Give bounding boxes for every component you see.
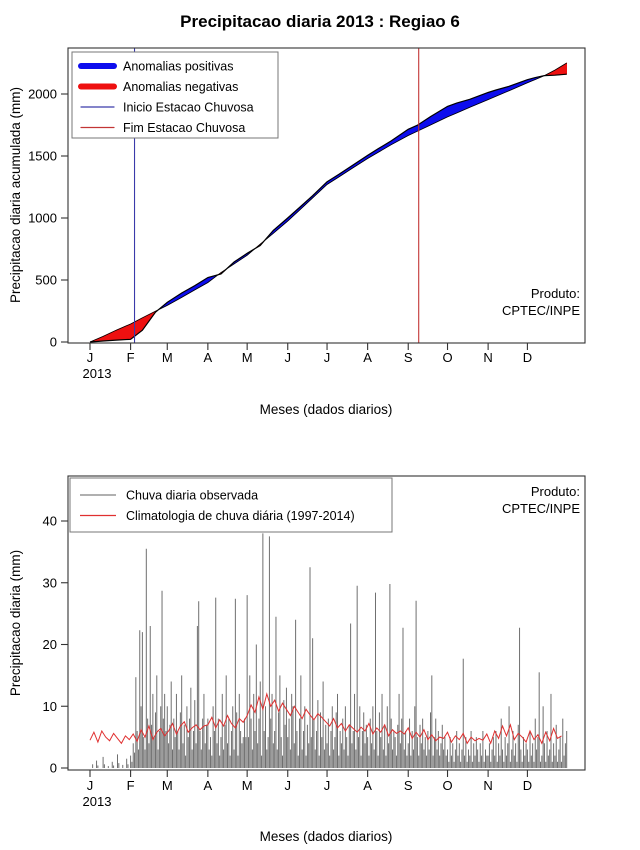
month-tick-label: A (203, 778, 213, 793)
y-tick-label: 500 (35, 272, 57, 288)
legend-label: Inicio Estacao Chuvosa (123, 100, 254, 115)
top-produto-annotation (502, 286, 580, 318)
produto-label: CPTEC/INPE (501, 303, 580, 318)
year-label: 2013 (82, 366, 112, 381)
positive-anomaly-region (158, 275, 218, 310)
month-tick-label: M (161, 350, 173, 365)
legend-label: Fim Estacao Chuvosa (123, 121, 246, 135)
month-tick-label: N (483, 350, 493, 365)
daily-precipitation-chart (8, 476, 585, 844)
y-tick-label: 10 (42, 698, 57, 714)
month-tick-label: M (161, 778, 173, 793)
y-tick-label: 1000 (28, 210, 57, 226)
legend-label: Anomalias positivas (123, 59, 234, 74)
legend-label: Climatologia de chuva diária (1997-2014) (126, 509, 355, 523)
month-tick-label: F (126, 778, 135, 793)
year-label: 2013 (82, 794, 112, 809)
y-tick-label: 2000 (28, 86, 57, 102)
month-tick-label: J (86, 778, 94, 793)
month-tick-label: J (323, 778, 331, 793)
bottom-legend (70, 478, 392, 532)
figure-title: Precipitacao diaria 2013 : Regiao 6 (180, 12, 460, 31)
month-tick-label: N (483, 778, 493, 793)
month-tick-label: J (323, 350, 331, 365)
month-tick-label: J (86, 350, 94, 365)
month-tick-label: J (284, 350, 291, 365)
bottom-produto-annotation (502, 484, 580, 516)
month-tick-label: D (522, 350, 533, 365)
month-tick-label: M (241, 778, 253, 793)
bottom-xaxis-title: Meses (dados diarios) (259, 829, 393, 844)
y-tick-label: 20 (42, 637, 57, 652)
bottom-yaxis-title: Precipitacao diaria (mm) (8, 549, 23, 697)
month-tick-label: O (442, 350, 453, 365)
top-yaxis-title: Precipitacao diaria acumulada (mm) (8, 86, 23, 304)
month-tick-label: A (363, 778, 372, 793)
month-tick-label: S (403, 350, 413, 365)
bottom-legend-box (70, 478, 392, 532)
y-tick-label: 30 (42, 575, 57, 591)
month-tick-label: J (284, 778, 291, 793)
month-tick-label: O (442, 778, 453, 793)
month-tick-label: F (126, 350, 135, 365)
month-tick-label: A (203, 350, 213, 365)
legend-label: Anomalias negativas (123, 80, 239, 94)
produto-label: CPTEC/INPE (501, 501, 580, 516)
month-tick-label: A (363, 350, 372, 365)
y-tick-label: 0 (49, 334, 57, 350)
produto-label: Produto: (530, 286, 580, 301)
month-tick-label: D (522, 778, 533, 793)
month-tick-label: S (403, 778, 413, 793)
positive-anomaly-region (265, 76, 545, 241)
month-tick-label: M (241, 350, 253, 365)
legend-label: Chuva diaria observada (126, 488, 259, 503)
y-tick-label: 0 (49, 760, 57, 776)
top-legend (72, 52, 278, 138)
y-tick-label: 40 (42, 513, 57, 529)
cumulative-precipitation-chart (8, 48, 585, 417)
y-tick-label: 1500 (28, 148, 57, 164)
produto-label: Produto: (530, 484, 580, 499)
top-xaxis-title: Meses (dados diarios) (259, 402, 393, 417)
bottom-axes (8, 514, 532, 845)
